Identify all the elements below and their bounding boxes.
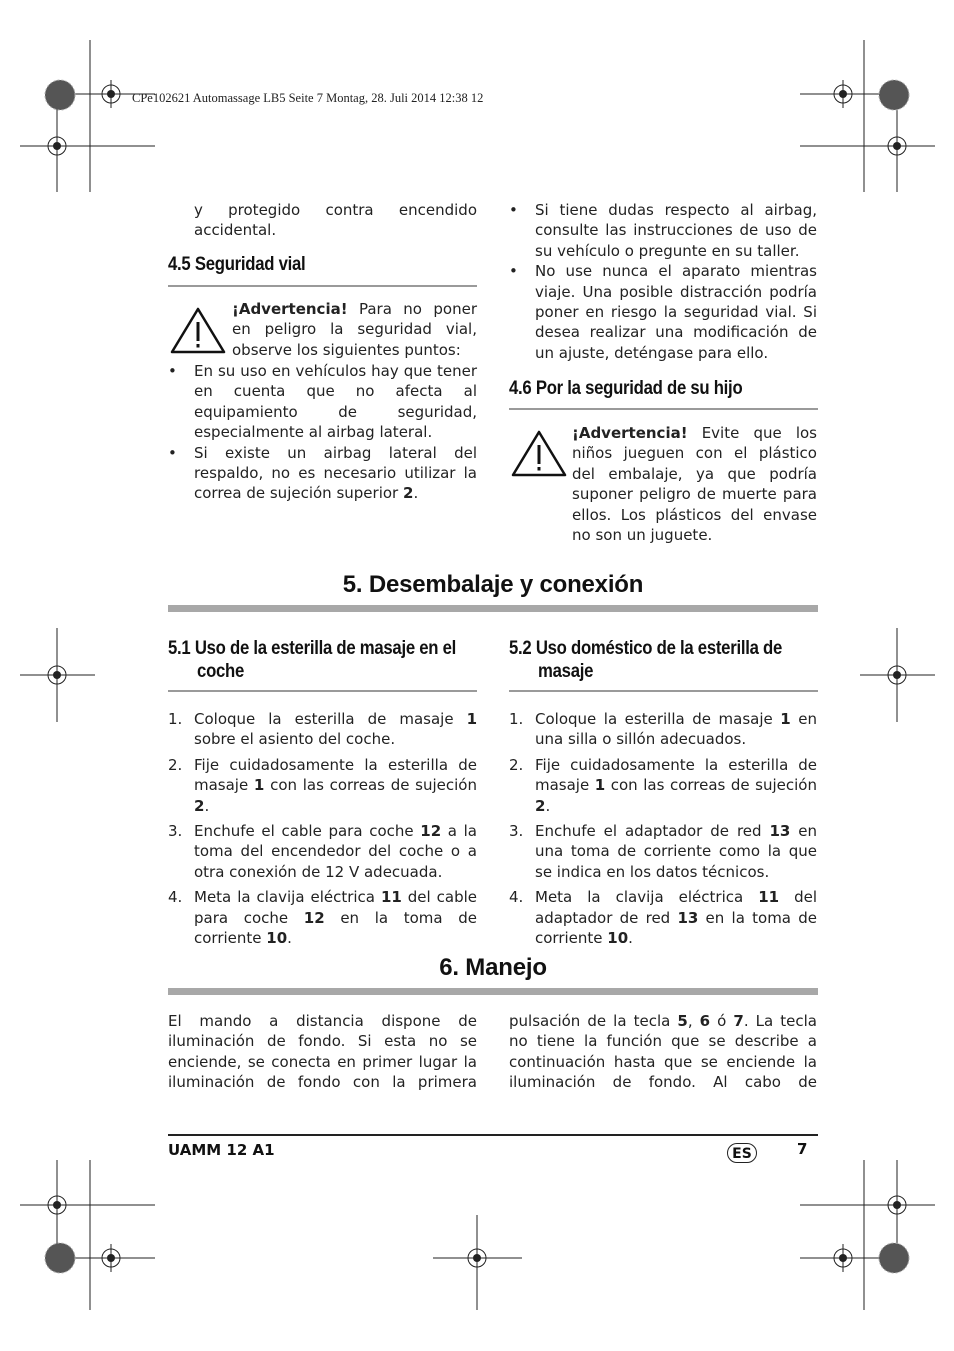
steps-5-1 bbox=[168, 709, 477, 948]
page-number: 7 bbox=[797, 1140, 808, 1158]
bullet-list-right bbox=[509, 200, 817, 363]
section-divider bbox=[168, 285, 477, 287]
bullet-icon: • bbox=[509, 262, 518, 281]
section-6-title: 6. Manejo bbox=[439, 954, 547, 981]
list-item: 1. Coloque la esterilla de masaje 1 sobre el asiento del coche. bbox=[168, 710, 477, 749]
list-item: 3. Enchufe el cable para coche 12 a la toma del encendedor del coche o a otra conexión de 12 V adecuada. bbox=[168, 822, 478, 881]
section-rule bbox=[168, 605, 818, 612]
language-badge: ES bbox=[727, 1143, 757, 1163]
list-item: 3. Enchufe el adaptador de red 13 en una toma de corriente como la que se indica en los datos técnicos. bbox=[509, 822, 817, 881]
section-4-5-title: 4.5 Seguridad vial bbox=[168, 254, 306, 275]
warning-4-6 bbox=[572, 423, 817, 545]
list-item: 1. Coloque la esterilla de masaje 1 en una silla o sillón adecuados. bbox=[509, 710, 817, 749]
warning-triangle-icon bbox=[510, 428, 568, 478]
warning-triangle-icon bbox=[169, 305, 227, 355]
list-item: 2. Fije cuidadosamente la esterilla de masaje 1 con las correas de sujeción 2. bbox=[509, 755, 817, 815]
list-item: 4. Meta la clavija eléctrica 11 del adaptador de red 13 en la toma de corriente 10. bbox=[509, 888, 817, 948]
print-meta-line: CPe102621 Automassage LB5 Seite 7 Montag, 28. Juli 2014 12:38 12 bbox=[132, 91, 484, 105]
bullet-icon: • bbox=[168, 362, 177, 380]
warning-label: ¡Advertencia! bbox=[572, 424, 688, 442]
list-item: 4. Meta la clavija eléctrica 11 del cable para coche 12 en la toma de corriente 10. bbox=[168, 888, 478, 948]
section-6-left-text: El mando a distancia dispone de iluminación de fondo. Si esta no se enciende, se conecta en primer lugar la iluminación de fondo con la primera bbox=[168, 1012, 477, 1092]
footer-rule bbox=[168, 1134, 818, 1136]
warning-label: ¡Advertencia! bbox=[232, 300, 348, 318]
section-rule bbox=[168, 988, 818, 995]
list-item: • Si tiene dudas respecto al airbag, consulte las instrucciones de uso de su vehículo o pregunte en su taller. bbox=[509, 201, 817, 260]
section-5-title: 5. Desembalaje y conexión bbox=[342, 571, 644, 598]
section-5-2-title: 5.2 Uso doméstico de la esterilla de masaje bbox=[509, 638, 782, 682]
list-item: • En su uso en vehículos hay que tener en cuenta que no afecta al equipamiento de seguridad, especialmente al airbag lateral. bbox=[168, 362, 477, 442]
section-divider bbox=[509, 408, 818, 410]
list-item: 2. Fije cuidadosamente la esterilla de masaje 1 con las correas de sujeción 2. bbox=[168, 755, 477, 815]
section-4-6-title: 4.6 Por la seguridad de su hijo bbox=[509, 378, 743, 399]
section-divider bbox=[168, 690, 477, 692]
warning-text: Para no poner en peligro la seguridad vial, observe los siguientes puntos: bbox=[232, 300, 477, 359]
list-item: • No use nunca el aparato mientras viaje. Una posible distracción podría poner en riesgo la seguridad vial. Si desea realizar una modificación de un ajuste, deténgase para ello. bbox=[509, 262, 817, 362]
intro-text: y protegido contra encendido accidental. bbox=[194, 201, 477, 240]
footer-model: UAMM 12 A1 bbox=[168, 1141, 275, 1159]
list-item: • Si existe un airbag lateral del respaldo, no es necesario utilizar la correa de sujeción superior 2. bbox=[168, 443, 477, 503]
bullet-list-4-5 bbox=[168, 361, 477, 504]
section-divider bbox=[509, 690, 818, 692]
section-6-right-text: pulsación de la tecla 5, 6 ó 7. La tecla no tiene la función que se describe a continuación hasta que se enciende la iluminación de fondo. Al cabo de bbox=[509, 1012, 817, 1092]
section-5-1-title: 5.1 Uso de la esterilla de masaje en el coche bbox=[168, 638, 457, 682]
bullet-icon: • bbox=[509, 201, 518, 219]
warning-4-5 bbox=[232, 299, 477, 360]
steps-5-2 bbox=[509, 709, 817, 948]
bullet-icon: • bbox=[168, 443, 177, 462]
warning-text: Evite que los niños jueguen con el plástico del embalaje, ya que podría suponer peligro de muerte para ellos. Los plásticos del envase no son un juguete. bbox=[572, 424, 817, 545]
